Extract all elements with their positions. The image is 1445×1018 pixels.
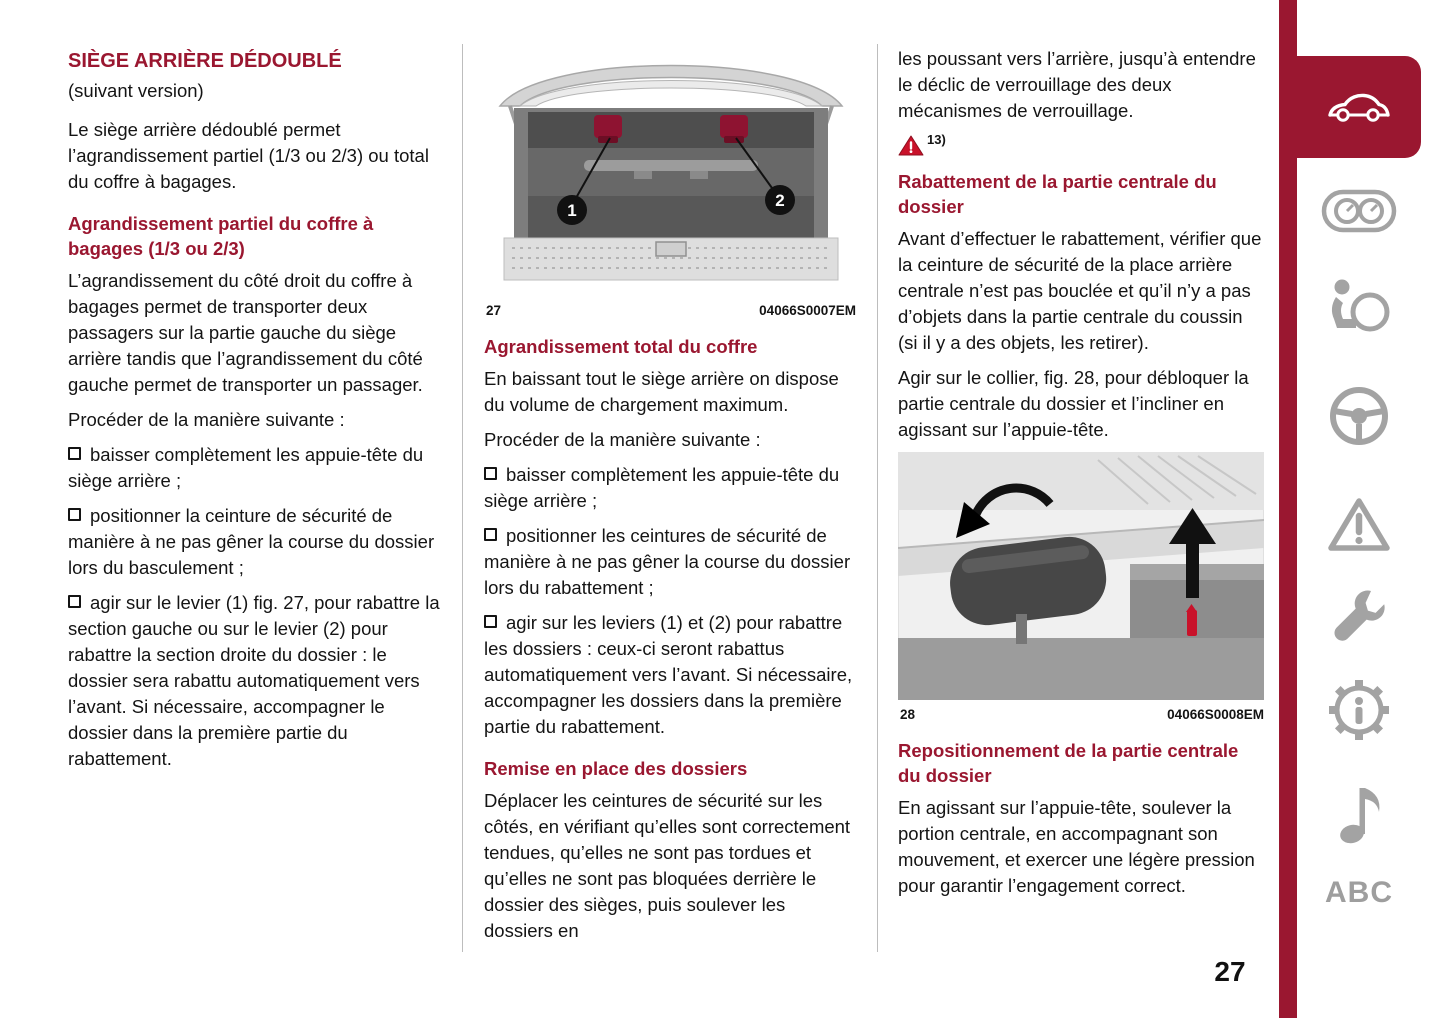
figure-code: 04066S0008EM	[1167, 707, 1264, 722]
chapter-tab-dashboard[interactable]	[1297, 186, 1421, 236]
abc-label: ABC	[1325, 876, 1393, 909]
bullet-text: positionner les ceintures de sécurité de manière à ne pas gêner la course du dossier lors du rabattement ;	[484, 525, 851, 598]
figure-28-headrest	[898, 452, 1266, 722]
procedure-intro: Procéder de la manière suivante :	[68, 409, 345, 430]
section-paragraph: L’agrandissement du côté droit du coffre à bagages permet de transporter deux passagers sur la partie gauche du siège arrière tandis que l’agrandissement du côté gauche permet de transporter un passager.	[68, 270, 423, 395]
square-bullet-icon	[68, 447, 81, 460]
figure-number: 27	[486, 303, 502, 318]
section-heading-center-folding: Rabattement de la partie centrale du dossier	[898, 171, 1217, 217]
left-release-lever	[594, 115, 622, 143]
bullet-item	[484, 610, 858, 740]
figure-code: 04066S0007EM	[759, 303, 856, 318]
procedure-intro: Procéder de la manière suivante :	[484, 429, 761, 450]
bullet-text: agir sur le levier (1) fig. 27, pour rabattre la section gauche ou sur le levier (2) pour rabattre la section droite du dossier : le dossier sera rabattu automatiquement vers l’avant. Si nécessaire, accompagner le dossier dans la première partie du rabattement.	[68, 592, 440, 769]
column-divider	[462, 44, 463, 952]
page-number: 27	[1214, 956, 1246, 987]
callout-2-number: 2	[775, 191, 785, 210]
steering-wheel-icon	[1327, 384, 1391, 448]
wrench-icon	[1324, 582, 1394, 652]
section-paragraph: En agissant sur l’appuie-tête, soulever la portion centrale, en accompagnant son mouvement, et exercer une légère pression pour garantir l’engagement correct.	[898, 797, 1255, 896]
chapter-tab-driving[interactable]	[1297, 384, 1421, 448]
chapter-tab-maintenance[interactable]	[1297, 582, 1421, 652]
dashboard-icon	[1321, 186, 1397, 236]
bullet-text: positionner la ceinture de sécurité de manière à ne pas gêner la course du dossier lors du basculement ;	[68, 505, 435, 578]
column-center	[484, 40, 858, 953]
chapter-rail-strip	[1279, 0, 1297, 1018]
figure-27-trunk	[484, 40, 858, 318]
square-bullet-icon	[68, 595, 81, 608]
section-heading-partial-enlargement: Agrandissement partiel du coffre à bagages (1/3 ou 2/3)	[68, 213, 374, 259]
warning-triangle-icon	[1325, 494, 1393, 554]
bullet-item	[68, 590, 446, 772]
chapter-tab-safety[interactable]	[1297, 276, 1421, 334]
section-paragraph: En baissant tout le siège arrière on dispose du volume de chargement maximum.	[484, 368, 839, 415]
music-note-icon	[1332, 780, 1386, 846]
section-heading-center-repositioning: Repositionnement de la partie centrale du dossier	[898, 740, 1239, 786]
trunk-open-illustration	[484, 40, 858, 296]
column-right	[898, 46, 1266, 908]
chapter-tab-vehicle-active[interactable]	[1297, 56, 1421, 158]
warning-triangle-red-icon	[898, 134, 924, 157]
square-bullet-icon	[484, 615, 497, 628]
right-release-lever	[720, 115, 748, 143]
bullet-item	[68, 442, 446, 494]
warning-note-number: 13)	[927, 132, 946, 147]
headrest-illustration	[898, 452, 1264, 700]
chapter-tab-index[interactable]	[1297, 876, 1421, 910]
gear-info-icon	[1325, 676, 1393, 744]
bullet-item	[484, 523, 858, 601]
square-bullet-icon	[68, 508, 81, 521]
section-paragraph: Avant d’effectuer le rabattement, vérifier que la ceinture de sécurité de la place arrière centrale n’est pas bouclée et qu’il n’y a pas d’objets dans la partie centrale du coussin (si il y a des objets, les retirer).	[898, 228, 1262, 353]
section-paragraph: Déplacer les ceintures de sécurité sur les côtés, en vérifiant qu’elles sont correctement tendues, qu’elles ne sont pas tordues et qu’elles ne sont pas bloquées derrière le dossier des sièges, puis soulever les dossiers en	[484, 790, 851, 941]
warning-reference	[898, 134, 1266, 157]
continuation-paragraph: les poussant vers l’arrière, jusqu’à entendre le déclic de verrouillage des deux mécanismes de verrouillage.	[898, 48, 1256, 121]
car-icon	[1326, 87, 1392, 127]
square-bullet-icon	[484, 528, 497, 541]
section-heading-total-enlargement: Agrandissement total du coffre	[484, 336, 758, 357]
intro-paragraph: Le siège arrière dédoublé permet l’agrandissement partiel (1/3 ou 2/3) ou total du coffre à bagages.	[68, 119, 429, 192]
bullet-text: baisser complètement les appuie-tête du siège arrière ;	[484, 464, 840, 511]
column-divider	[877, 44, 878, 952]
column-left	[68, 48, 446, 781]
bullet-item	[484, 462, 858, 514]
callout-1-number: 1	[567, 201, 577, 220]
page-title: SIÈGE ARRIÈRE DÉDOUBLÉ	[68, 50, 342, 72]
figure-number: 28	[900, 707, 916, 722]
section-heading-backrest-repositioning: Remise en place des dossiers	[484, 758, 748, 779]
bullet-text: baisser complètement les appuie-tête du siège arrière ;	[68, 444, 424, 491]
chapter-tab-emergency[interactable]	[1297, 494, 1421, 554]
bullet-item	[68, 503, 446, 581]
chapter-tab-technical-data[interactable]	[1297, 676, 1421, 744]
square-bullet-icon	[484, 467, 497, 480]
title-subnote: (suivant version)	[68, 80, 204, 101]
bullet-text: agir sur les leviers (1) et (2) pour rabattre les dossiers : ceux-ci seront rabattus automatiquement vers l’avant. Si nécessaire, accompagner les dossiers dans la première partie du rabattement.	[484, 612, 853, 737]
chapter-tab-multimedia[interactable]	[1297, 780, 1421, 846]
airbag-icon	[1326, 276, 1392, 334]
section-paragraph: Agir sur le collier, fig. 28, pour débloquer la partie centrale du dossier et l’incliner en agissant sur l’appuie-tête.	[898, 367, 1249, 440]
